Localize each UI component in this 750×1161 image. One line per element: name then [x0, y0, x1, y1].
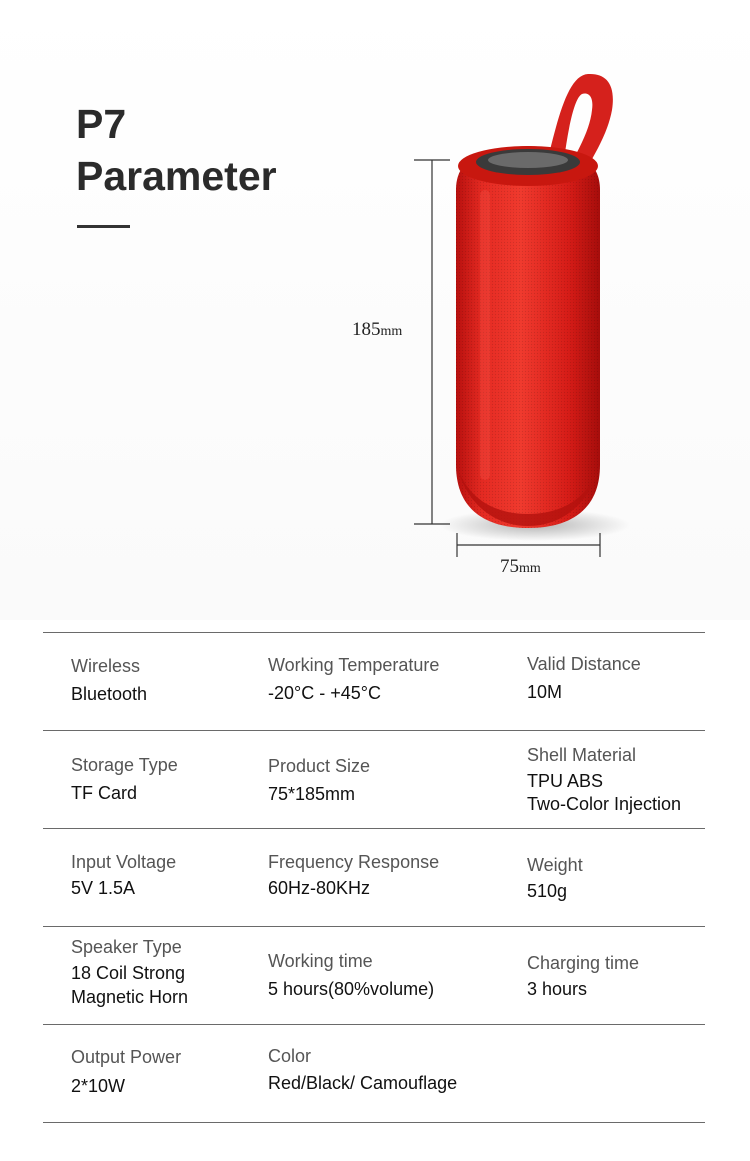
spec-cell-color: [268, 1045, 457, 1095]
spec-cell-weight: [527, 854, 583, 903]
spec-value: -20°C - +45°C: [268, 683, 381, 703]
spec-label: Frequency Response: [268, 852, 440, 872]
spec-value: TF Card: [71, 783, 138, 803]
speaker-image: [410, 70, 640, 560]
spec-value: 3 hours: [527, 979, 588, 999]
spec-value: 60Hz-80KHz: [268, 878, 371, 898]
page-title: [76, 98, 277, 202]
spec-label: Input Voltage: [71, 852, 177, 872]
model-name: P7: [76, 101, 127, 147]
spec-cell-charging-time: [527, 952, 639, 1001]
spec-label: Color: [268, 1046, 312, 1066]
spec-label: Speaker Type: [71, 937, 182, 957]
spec-row: [43, 632, 705, 730]
spec-label: Working time: [268, 951, 373, 971]
spec-row: [43, 730, 705, 828]
height-dimension-label: 185mm: [352, 319, 403, 340]
spec-label: Output Power: [71, 1047, 182, 1067]
spec-cell-shell-material: [527, 744, 681, 816]
spec-cell-frequency-response: [268, 851, 439, 900]
spec-label: Shell Material: [527, 745, 637, 765]
spec-value: 18 Coil Strong: [71, 963, 186, 983]
title-underline: [77, 225, 130, 228]
spec-label: Wireless: [71, 656, 141, 676]
spec-table: [43, 632, 705, 1123]
spec-cell-storage-type: [71, 754, 178, 805]
spec-label: Product Size: [268, 756, 371, 776]
spec-cell-input-voltage: [71, 851, 176, 900]
spec-value: 5 hours(80%volume): [268, 979, 435, 999]
spec-cell-working-time: [268, 950, 434, 1001]
spec-value: 10M: [527, 682, 563, 702]
spec-value: TPU ABS: [527, 771, 604, 791]
spec-value: Bluetooth: [71, 684, 148, 704]
spec-value: 510g: [527, 881, 568, 901]
spec-cell-working-temperature: [268, 654, 439, 705]
spec-value-line2: Magnetic Horn: [71, 987, 189, 1007]
spec-value: 5V 1.5A: [71, 878, 136, 898]
spec-row: [43, 1024, 705, 1123]
spec-value: 2*10W: [71, 1076, 126, 1096]
spec-row: [43, 926, 705, 1024]
width-dimension-label: 75mm: [500, 556, 541, 577]
spec-cell-output-power: [71, 1046, 181, 1098]
spec-value: 75*185mm: [268, 784, 356, 804]
spec-label: Charging time: [527, 953, 640, 973]
spec-value-line2: Two-Color Injection: [527, 794, 682, 814]
spec-row: [43, 828, 705, 926]
speaker-illustration: [410, 70, 640, 560]
title-text: Parameter: [76, 153, 277, 199]
spec-cell-product-size: [268, 755, 370, 806]
spec-label: Valid Distance: [527, 654, 641, 674]
spec-cell-wireless: [71, 655, 147, 706]
spec-value: Red/Black/ Camouflage: [268, 1073, 458, 1093]
spec-cell-valid-distance: [527, 653, 641, 704]
spec-cell-speaker-type: [71, 936, 188, 1009]
spec-label: Working Temperature: [268, 655, 440, 675]
spec-label: Storage Type: [71, 755, 178, 775]
spec-label: Weight: [527, 855, 583, 875]
